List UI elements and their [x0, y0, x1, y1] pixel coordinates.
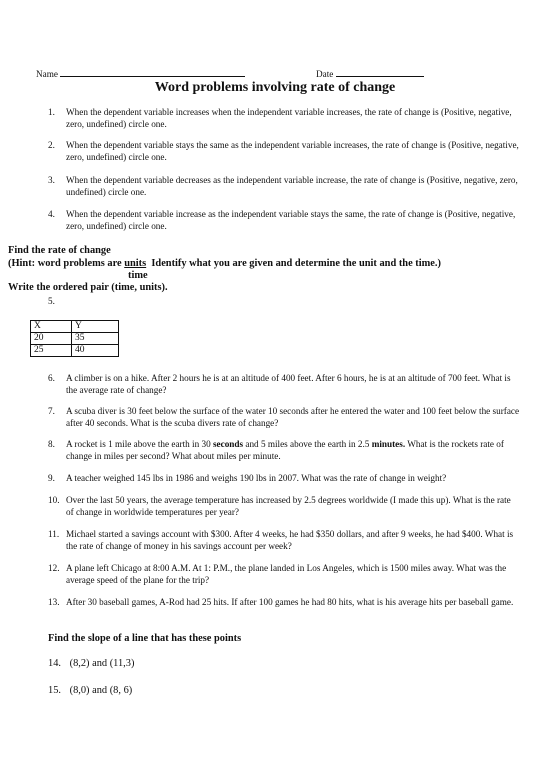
section-heading-rate: Find the rate of change	[8, 245, 111, 256]
page-title: Word problems involving rate of change	[154, 80, 396, 95]
question-number: 13.	[48, 597, 60, 607]
question-15	[48, 684, 132, 697]
xy-table	[30, 320, 119, 357]
table-header-x: X	[31, 321, 72, 333]
question-text-part: A rocket is 1 mile above the earth in 30	[66, 439, 213, 449]
question-text: When the dependent variable stays the same as the independent variable increases, the rate of change is (Positive, negative, zero, undefined) circle one.	[66, 140, 519, 163]
question-number: 3.	[48, 175, 55, 185]
question-text: After 30 baseball games, A-Rod had 25 hits. If after 100 games he had 80 hits, what is his average hits per baseball game.	[66, 597, 514, 607]
question-3	[48, 174, 520, 199]
question-number: 14.	[48, 658, 61, 669]
question-text: A climber is on a hike. After 2 hours he is at an altitude of 400 feet. After 6 hours, he is at an altitude of 700 feet. What is the average rate of change?	[66, 373, 511, 396]
question-number: 2.	[48, 140, 55, 150]
question-number: 7.	[48, 406, 55, 416]
table-cell: 20	[31, 333, 72, 345]
hint-line	[8, 257, 441, 270]
table-row	[31, 345, 119, 357]
question-text-bold: minutes.	[371, 439, 406, 449]
table-cell: 25	[31, 345, 72, 357]
question-text: (8,2) and (11,3)	[69, 658, 135, 669]
question-5-number: 5.	[48, 296, 55, 306]
question-text: Michael started a savings account with $300. After 4 weeks, he had $350 dollars, and after 9 weeks, he had $400. What is the rate of change of money in his savings account per week?	[66, 529, 514, 552]
date-label: Date	[316, 69, 334, 79]
name-label: Name	[36, 69, 58, 79]
question-13	[48, 596, 520, 608]
hint-units: units	[124, 258, 147, 269]
question-text: A teacher weighed 145 lbs in 1986 and weighs 190 lbs in 2007. What was the rate of change in weight?	[66, 473, 447, 483]
question-text-bold: seconds	[212, 439, 244, 449]
table-header-row	[31, 321, 119, 333]
question-number: 12.	[48, 563, 60, 573]
question-10	[48, 494, 520, 519]
question-number: 8.	[48, 439, 55, 449]
question-text: When the dependent variable decreases as the independent variable increase, the rate of change is (Positive, negative, zero, undefined) circle one.	[66, 175, 518, 198]
question-number: 15.	[48, 685, 61, 696]
question-text: Over the last 50 years, the average temperature has increased by 2.5 degrees worldwide (I made this up). What is the rate of change in worldwide temperatures per year?	[66, 495, 511, 518]
section-heading-slope: Find the slope of a line that has these points	[48, 633, 242, 644]
question-text-part: What is the rockets rate of change in miles per second? What about miles per minute.	[66, 439, 504, 462]
question-12	[48, 562, 520, 587]
hint-prefix: (Hint: word problems are	[8, 258, 125, 269]
table-header-y: Y	[72, 321, 119, 333]
question-text: When the dependent variable increases when the independent variable increases, the rate of change is (Positive, negative, zero, undefined) circle one.	[66, 107, 512, 130]
question-text: A scuba diver is 30 feet below the surface of the water 10 seconds after he entered the water and 100 feet below the surface after 40 seconds. What is the scuba divers rate of change?	[66, 406, 520, 429]
question-14	[48, 657, 134, 670]
question-number: 9.	[48, 473, 55, 483]
question-11	[48, 528, 520, 553]
hint-suffix: Identify what you are given and determine the unit and the time.)	[146, 258, 441, 269]
table-cell: 35	[72, 333, 119, 345]
question-text	[66, 438, 520, 463]
table-row	[31, 333, 119, 345]
date-blank[interactable]	[336, 67, 424, 77]
question-text: When the dependent variable increase as the independent variable stays the same, the rate of change is (Positive, negative, zero, undefined) circle one.	[66, 209, 516, 232]
question-4	[48, 208, 520, 233]
name-blank[interactable]	[60, 67, 245, 77]
question-text: A plane left Chicago at 8:00 A.M. At 1: P.M., the plane landed in Los Angeles, which is 1500 miles away. What was the average speed of the plane for the trip?	[66, 563, 507, 586]
question-8	[48, 438, 520, 463]
question-number: 4.	[48, 209, 55, 219]
hint-time: time	[128, 270, 148, 281]
question-number: 10.	[48, 495, 60, 505]
question-text-part: and 5 miles above the earth in 2.5	[243, 439, 372, 449]
ordered-pair-instruction: Write the ordered pair (time, units).	[8, 282, 168, 293]
question-number: 1.	[48, 107, 55, 117]
question-2	[48, 139, 520, 164]
table-cell: 40	[72, 345, 119, 357]
question-6	[48, 372, 520, 397]
question-7	[48, 405, 520, 430]
question-9	[48, 472, 520, 484]
question-number: 11.	[48, 529, 60, 539]
question-1	[48, 106, 520, 131]
question-number: 6.	[48, 373, 55, 383]
question-text: (8,0) and (8, 6)	[69, 685, 133, 696]
